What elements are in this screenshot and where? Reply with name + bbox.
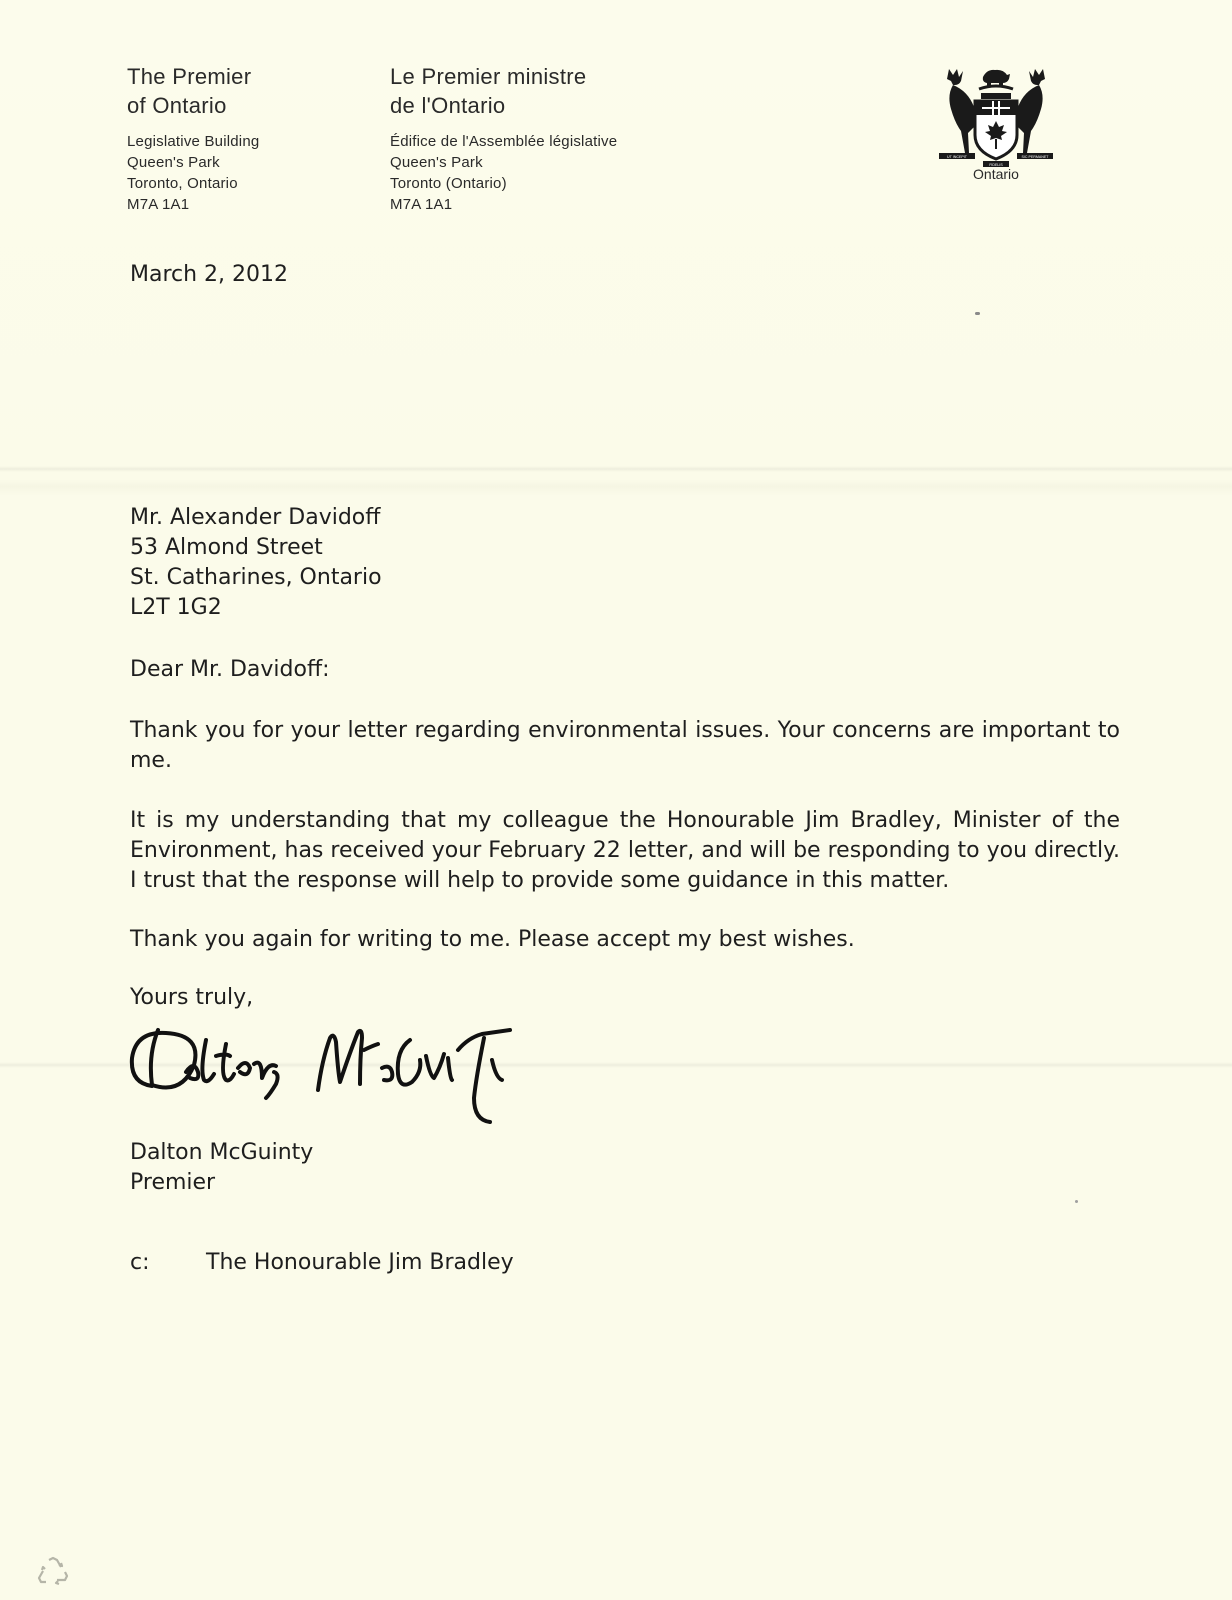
svg-text:FIDELIS: FIDELIS [989,163,1003,167]
cc-label: c: [130,1250,150,1275]
salutation: Dear Mr. Davidoff: [130,657,330,682]
letterhead-english [127,62,259,215]
handwritten-signature-icon [128,1010,548,1140]
body-paragraph: It is my understanding that my colleague the Honourable Jim Bradley, Minister of the Environment, has received your February 22 letter, and will be responding to you directly. I trust that the response will help to provide some guidance in this matter. [130,808,1120,893]
letterhead-title-english: The Premier of Ontario [127,64,252,118]
closing: Yours truly, [130,985,254,1010]
signer-block [130,1138,1120,1198]
letter-date: March 2, 2012 [130,262,289,287]
ontario-coat-of-arms-icon [935,58,1057,178]
paper-speck [1075,1200,1078,1203]
recipient-city: St. Catharines, Ontario [130,565,382,590]
cc-recipient: The Honourable Jim Bradley [206,1250,514,1275]
body-paragraph: Thank you for your letter regarding environmental issues. Your concerns are important to me. [130,718,1120,773]
letterhead-address-english: Legislative Building Queen's Park Toronto, Ontario M7A 1A1 [127,133,260,213]
letterhead-french [390,62,617,215]
recycle-icon [36,1555,70,1589]
svg-text:UT INCEPIT: UT INCEPIT [947,155,967,159]
crest-caption: Ontario [973,166,1019,182]
paper-fold-line [0,466,1232,472]
recipient-postal-code: L2T 1G2 [130,595,222,620]
recipient-address [130,503,1120,623]
letterhead-title-french: Le Premier ministre de l'Ontario [390,64,587,118]
letterhead-address-french: Édifice de l'Assemblée législative Queen's Park Toronto (Ontario) M7A 1A1 [390,133,618,213]
recipient-name: Mr. Alexander Davidoff [130,505,381,530]
carbon-copy-line [130,1248,514,1278]
paper-speck [975,312,980,315]
signer-title: Premier [130,1170,216,1195]
recipient-street: 53 Almond Street [130,535,323,560]
signer-name: Dalton McGuinty [130,1140,314,1165]
body-paragraph: Thank you again for writing to me. Please accept my best wishes. [130,927,855,952]
svg-text:SIC PERMANET: SIC PERMANET [1021,155,1049,159]
